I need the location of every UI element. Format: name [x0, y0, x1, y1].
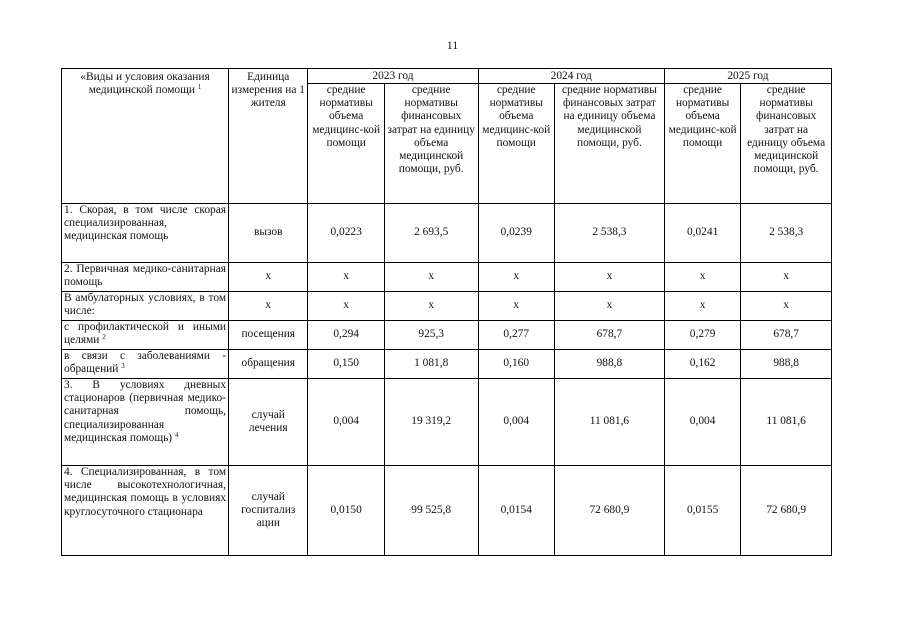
row-type-of-care: [62, 466, 229, 556]
row-type-text: 3. В условиях дневных стационаров (первичная медико-санитарная помощь, специализированная медицинская помощь): [64, 379, 227, 444]
row-cost-2025: х: [741, 292, 832, 321]
row-volume-2025: 0,0241: [664, 204, 740, 263]
row-type-of-care: [62, 379, 229, 466]
table-row: [62, 379, 832, 466]
header-volume-2024: средние нормативы объема медицинс-кой помощи: [478, 84, 554, 204]
row-volume-2025: х: [664, 292, 740, 321]
row-type-text: 4. Специализированная, в том числе высокотехнологичная, медицинская помощь в условиях круглосуточного стационара: [64, 466, 227, 518]
row-cost-2025: 2 538,3: [741, 204, 832, 263]
row-cost-2023: 925,3: [384, 321, 478, 350]
row-volume-2024: 0,004: [478, 379, 554, 466]
table-row: [62, 292, 832, 321]
row-volume-2023: 0,150: [308, 350, 384, 379]
row-type-of-care: [62, 292, 229, 321]
row-unit: посещения: [229, 321, 308, 350]
table-row: [62, 466, 832, 556]
row-footnote-mark: 4: [174, 430, 179, 439]
row-unit: случай лечения: [229, 379, 308, 466]
row-volume-2023: х: [308, 292, 384, 321]
row-type-of-care: [62, 350, 229, 379]
row-type-text: 1. Скорая, в том числе скорая специализированная, медицинская помощь: [64, 204, 227, 243]
header-type-of-care: [62, 69, 229, 204]
row-cost-2025: х: [741, 263, 832, 292]
row-cost-2024: х: [554, 292, 664, 321]
row-cost-2024: х: [554, 263, 664, 292]
row-cost-2024: 988,8: [554, 350, 664, 379]
table-body: [62, 204, 832, 556]
row-unit: х: [229, 263, 308, 292]
row-type-of-care: [62, 263, 229, 292]
row-volume-2023: х: [308, 263, 384, 292]
header-unit: Единица измерения на 1 жителя: [229, 69, 308, 204]
row-cost-2025: 988,8: [741, 350, 832, 379]
row-cost-2025: 678,7: [741, 321, 832, 350]
row-cost-2025: 11 081,6: [741, 379, 832, 466]
row-volume-2025: 0,004: [664, 379, 740, 466]
header-cost-2024: средние нормативы финансовых затрат на единицу объема медицинской помощи, руб.: [554, 84, 664, 204]
row-type-text: с профилактической и иными целями: [64, 321, 227, 347]
row-cost-2024: 678,7: [554, 321, 664, 350]
normatives-table: [61, 68, 832, 556]
row-volume-2024: 0,160: [478, 350, 554, 379]
row-type-text: 2. Первичная медико-санитарная помощь: [64, 263, 227, 289]
row-volume-2023: 0,004: [308, 379, 384, 466]
row-volume-2025: 0,0155: [664, 466, 740, 556]
row-volume-2025: х: [664, 263, 740, 292]
header-cost-2023: средние нормативы финансовых затрат на единицу объема медицинской помощи, руб.: [384, 84, 478, 204]
row-unit: случай госпитализ ации: [229, 466, 308, 556]
row-type-text: в связи с заболеваниями - обращений: [64, 350, 227, 376]
row-footnote-mark: 3: [121, 362, 125, 371]
row-unit: обращения: [229, 350, 308, 379]
row-cost-2024: 11 081,6: [554, 379, 664, 466]
row-volume-2024: 0,0154: [478, 466, 554, 556]
row-volume-2024: х: [478, 263, 554, 292]
row-volume-2023: 0,0150: [308, 466, 384, 556]
header-year-2024: 2024 год: [478, 69, 664, 84]
row-cost-2023: х: [384, 292, 478, 321]
row-volume-2024: 0,0239: [478, 204, 554, 263]
header-volume-2023: средние нормативы объема медицинс-кой помощи: [308, 84, 384, 204]
header-year-2025: 2025 год: [664, 69, 831, 84]
row-cost-2024: 2 538,3: [554, 204, 664, 263]
table-row: [62, 263, 832, 292]
table-row: [62, 321, 832, 350]
row-volume-2025: 0,279: [664, 321, 740, 350]
row-type-of-care: [62, 321, 229, 350]
row-cost-2023: 99 525,8: [384, 466, 478, 556]
header-row-years: [62, 69, 832, 84]
row-volume-2024: х: [478, 292, 554, 321]
header-year-2023: 2023 год: [308, 69, 478, 84]
page-number: 11: [446, 38, 459, 52]
row-footnote-mark: 2: [102, 333, 106, 342]
row-cost-2023: 1 081,8: [384, 350, 478, 379]
row-type-text: В амбулаторных условиях, в том числе:: [64, 292, 227, 318]
row-volume-2025: 0,162: [664, 350, 740, 379]
row-unit: х: [229, 292, 308, 321]
row-volume-2023: 0,0223: [308, 204, 384, 263]
table-row: [62, 204, 832, 263]
row-cost-2023: х: [384, 263, 478, 292]
header-volume-2025: средние нормативы объема медицинс-кой помощи: [664, 84, 740, 204]
row-cost-2025: 72 680,9: [741, 466, 832, 556]
row-unit: вызов: [229, 204, 308, 263]
row-volume-2023: 0,294: [308, 321, 384, 350]
header-type-text: «Виды и условия оказания медицинской помощи: [80, 71, 210, 97]
header-cost-2025: средние нормативы финансовых затрат на единицу объема медицинской помощи, руб.: [741, 84, 832, 204]
row-cost-2023: 2 693,5: [384, 204, 478, 263]
row-type-of-care: [62, 204, 229, 263]
table-row: [62, 350, 832, 379]
row-cost-2024: 72 680,9: [554, 466, 664, 556]
row-cost-2023: 19 319,2: [384, 379, 478, 466]
row-volume-2024: 0,277: [478, 321, 554, 350]
header-type-note: 1: [197, 83, 202, 92]
